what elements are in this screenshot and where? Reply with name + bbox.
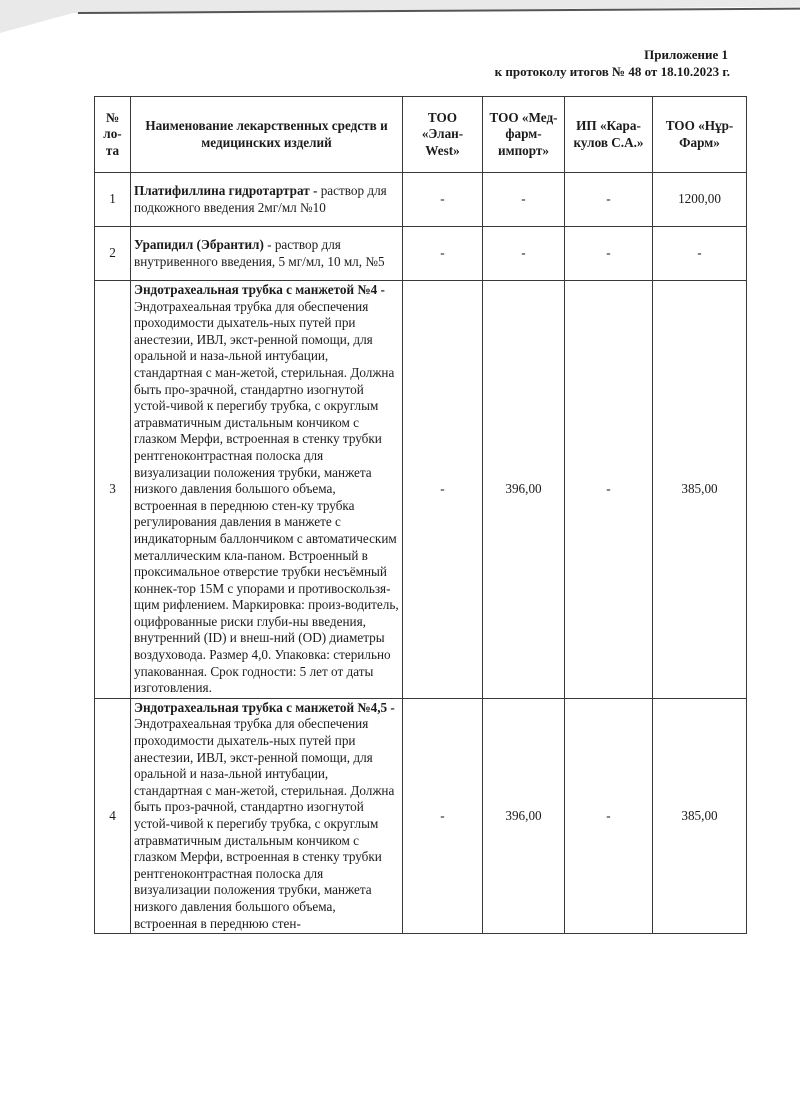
item-name: Эндотрахеальная трубка с манжетой №4 - xyxy=(134,282,385,297)
price-medfarm-import: - xyxy=(483,227,565,281)
lot-number: 1 xyxy=(95,173,131,227)
lot-number: 3 xyxy=(95,281,131,699)
table-header-row xyxy=(95,97,747,173)
item-spec: Эндотрахеальная трубка для обеспечения проходимости дыхатель-ных путей при анестезии, ИВЛ, экст-ренной помощи, для оральной и наза-льной интубации, стандартная с ман-жетой, стерильная. Должна быть про-зрачной, стандартно изогнутой устой-чивой к перегибу трубка, с округлым атравматичным дистальным кончиком с глазком Мерфи, встроенная в стенку трубки рентгеноконтрастная полоска для визуализации положения трубки, манжета низкого давления большого объема, встроенная в переднюю стен-ку трубка регулирования давления в манжете с индикаторным баллончиком с автоматическим металлическим кла-паном. Встроенный в проксимальное отверстие трубки несъёмный коннек-тор 15М с упорами и противоскользя-щим рифлением. Маркировка: произ-водитель, оцифрованные риски глуби-ны введения, внутренний (ID) и внеш-ний (OD) диаметры воздуховода. Размер 4,0. Упаковка: стерильно упакованная. Срок годности: 5 лет от даты изготовления. xyxy=(134,298,399,696)
col-header-supplier-elan-west: ТОО «Элан-West» xyxy=(403,97,483,173)
col-header-supplier-karakulov: ИП «Кара-кулов С.А.» xyxy=(565,97,653,173)
price-medfarm-import: 396,00 xyxy=(483,281,565,699)
price-karakulov: - xyxy=(565,227,653,281)
appendix-title: Приложение 1 xyxy=(644,47,728,62)
price-karakulov: - xyxy=(565,173,653,227)
table-row xyxy=(95,281,747,699)
price-elan-west: - xyxy=(403,227,483,281)
price-karakulov: - xyxy=(565,281,653,699)
table-row xyxy=(95,227,747,281)
item-spec: Эндотрахеальная трубка для обеспечения проходимости дыхатель-ных путей при анестезии, ИВЛ, экст-ренной помощи, для оральной и наза-льной интубации, стандартная с ман-жетой, стерильная. Должна быть проз-рачной, стандартно изогнутой устой-чивой к перегибу трубка, с округлым атравматичным дистальным кончиком с глазком Мерфи, встроенная в стенку трубки рентгеноконтрастная полоска для визуализации положения трубки, манжета низкого давления большого объема, встроенная в переднюю стен- xyxy=(134,716,395,931)
item-description xyxy=(131,281,403,699)
price-medfarm-import: 396,00 xyxy=(483,698,565,933)
price-nur-farm: 1200,00 xyxy=(653,173,747,227)
col-header-supplier-nur-farm: ТОО «Нұр-Фарм» xyxy=(653,97,747,173)
item-name: Эндотрахеальная трубка с манжетой №4,5 - xyxy=(134,699,395,715)
item-description xyxy=(131,227,403,281)
price-elan-west: - xyxy=(403,281,483,699)
item-name: Урапидил (Эбрантил) xyxy=(134,236,264,252)
item-name: Платифиллина гидротартрат - xyxy=(134,182,318,198)
col-header-item-name: Наименование лекарственных средств и медицинских изделий xyxy=(131,97,403,173)
price-elan-west: - xyxy=(403,173,483,227)
item-spec: - раствор для внутривенного введения, 5 мг/мл, 10 мл, №5 xyxy=(134,236,385,269)
price-medfarm-import: - xyxy=(483,173,565,227)
table-row xyxy=(95,698,747,933)
item-description xyxy=(131,698,403,933)
price-elan-west: - xyxy=(403,698,483,933)
appendix-header xyxy=(495,46,728,80)
price-karakulov: - xyxy=(565,698,653,933)
price-nur-farm: 385,00 xyxy=(653,698,747,933)
price-nur-farm: - xyxy=(653,227,747,281)
col-header-supplier-medfarm-import: ТОО «Мед-фарм-импорт» xyxy=(483,97,565,173)
lots-table xyxy=(94,96,747,934)
table-row xyxy=(95,173,747,227)
item-spec: раствор для подкожного введения 2мг/мл №10 xyxy=(134,182,387,215)
protocol-reference: к протоколу итогов № 48 от 18.10.2023 г. xyxy=(494,64,730,79)
price-nur-farm: 385,00 xyxy=(653,281,747,699)
item-description xyxy=(131,173,403,227)
col-header-lot-number: № ло-та xyxy=(95,97,131,173)
lot-number: 2 xyxy=(95,227,131,281)
lot-number: 4 xyxy=(95,698,131,933)
